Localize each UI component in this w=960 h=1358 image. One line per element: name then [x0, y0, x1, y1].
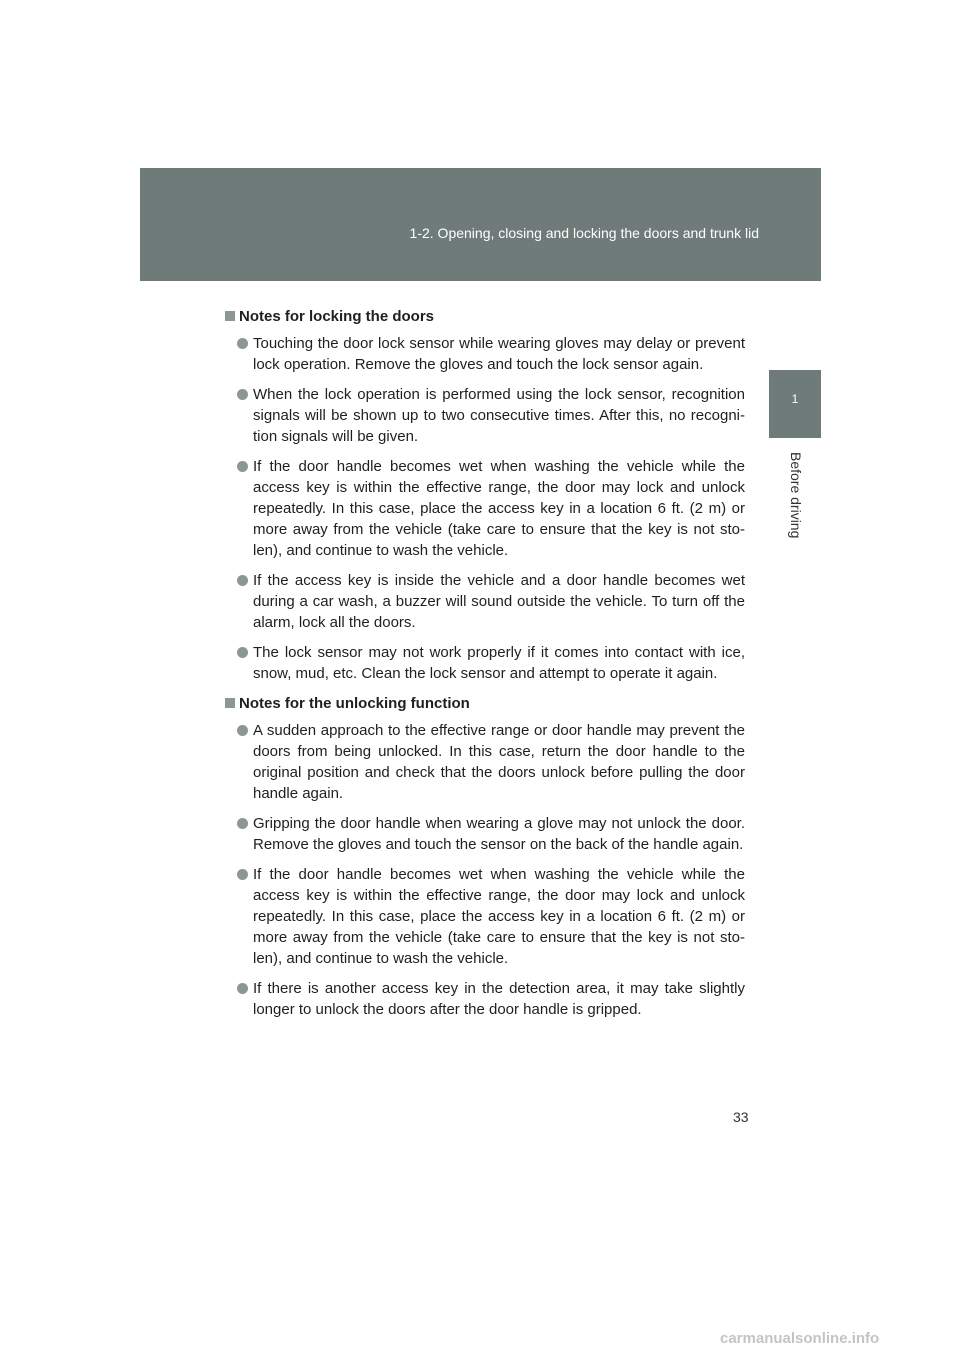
list-item — [225, 813, 745, 855]
list-item — [225, 642, 745, 684]
section-heading-text: Notes for locking the doors — [239, 308, 435, 325]
circle-bullet-icon — [237, 389, 248, 400]
list-item-text: Touching the door lock sensor while wearing gloves may delay or prevent lock operation. Remove the gloves and touch the lock sensor again. — [253, 335, 745, 373]
bullet-list — [225, 720, 745, 1020]
list-item — [225, 978, 745, 1020]
bullet-list — [225, 333, 745, 684]
list-item — [225, 333, 745, 375]
square-bullet-icon — [225, 698, 235, 708]
list-item — [225, 720, 745, 804]
circle-bullet-icon — [237, 725, 248, 736]
section-unlocking-notes — [225, 693, 745, 1020]
watermark: carmanualsonline.info — [720, 1330, 880, 1347]
section-locking-notes — [225, 306, 745, 684]
list-item — [225, 456, 745, 561]
section-heading — [225, 693, 745, 714]
list-item-text: When the lock operation is performed using the lock sensor, recognition signals will be shown up to two consecutive times. After this, no recogni-tion signals will be given. — [253, 386, 745, 445]
circle-bullet-icon — [237, 818, 248, 829]
square-bullet-icon — [225, 311, 235, 321]
circle-bullet-icon — [237, 338, 248, 349]
list-item-text: A sudden approach to the effective range or door handle may prevent the doors from being unlocked. In this case, return the door handle to the original position and check that the doors unlock before pulling the door handle again. — [253, 722, 745, 802]
list-item-text: If there is another access key in the detection area, it may take slightly longer to unlock the doors after the door handle is gripped. — [253, 980, 745, 1018]
circle-bullet-icon — [237, 575, 248, 586]
list-item — [225, 570, 745, 633]
main-content — [225, 306, 745, 1029]
circle-bullet-icon — [237, 983, 248, 994]
section-heading — [225, 306, 745, 327]
list-item — [225, 384, 745, 447]
chapter-number: 1 — [791, 392, 799, 406]
list-item-text: Gripping the door handle when wearing a glove may not unlock the door. Remove the gloves and touch the sensor on the back of the handle again. — [253, 815, 745, 853]
header-title: 1-2. Opening, closing and locking the doors and trunk lid — [409, 225, 759, 241]
list-item-text: If the access key is inside the vehicle and a door handle becomes wet during a car wash, a buzzer will sound outside the vehicle. To turn off the alarm, lock all the doors. — [253, 572, 745, 631]
page-number: 33 — [733, 1109, 749, 1125]
header-band — [140, 168, 821, 281]
circle-bullet-icon — [237, 647, 248, 658]
list-item-text: The lock sensor may not work properly if it comes into contact with ice, snow, mud, etc. Clean the lock sensor and attempt to operate it again. — [253, 644, 745, 682]
list-item — [225, 864, 745, 969]
section-heading-text: Notes for the unlocking function — [239, 695, 470, 712]
list-item-text: If the door handle becomes wet when washing the vehicle while the access key is within the effective range, the door may lock and unlock repeatedly. In this case, place the access key in a location 6 ft. (2 m) or more away from the vehicle (take care to ensure that the key is not sto-len), and continue to wash the vehicle. — [253, 458, 745, 559]
list-item-text: If the door handle becomes wet when washing the vehicle while the access key is within the effective range, the door may lock and unlock repeatedly. In this case, place the access key in a location 6 ft. (2 m) or more away from the vehicle (take care to ensure that the key is not sto-len), and continue to wash the vehicle. — [253, 866, 745, 967]
circle-bullet-icon — [237, 461, 248, 472]
chapter-label: Before driving — [788, 452, 804, 539]
circle-bullet-icon — [237, 869, 248, 880]
chapter-tab — [769, 370, 821, 438]
